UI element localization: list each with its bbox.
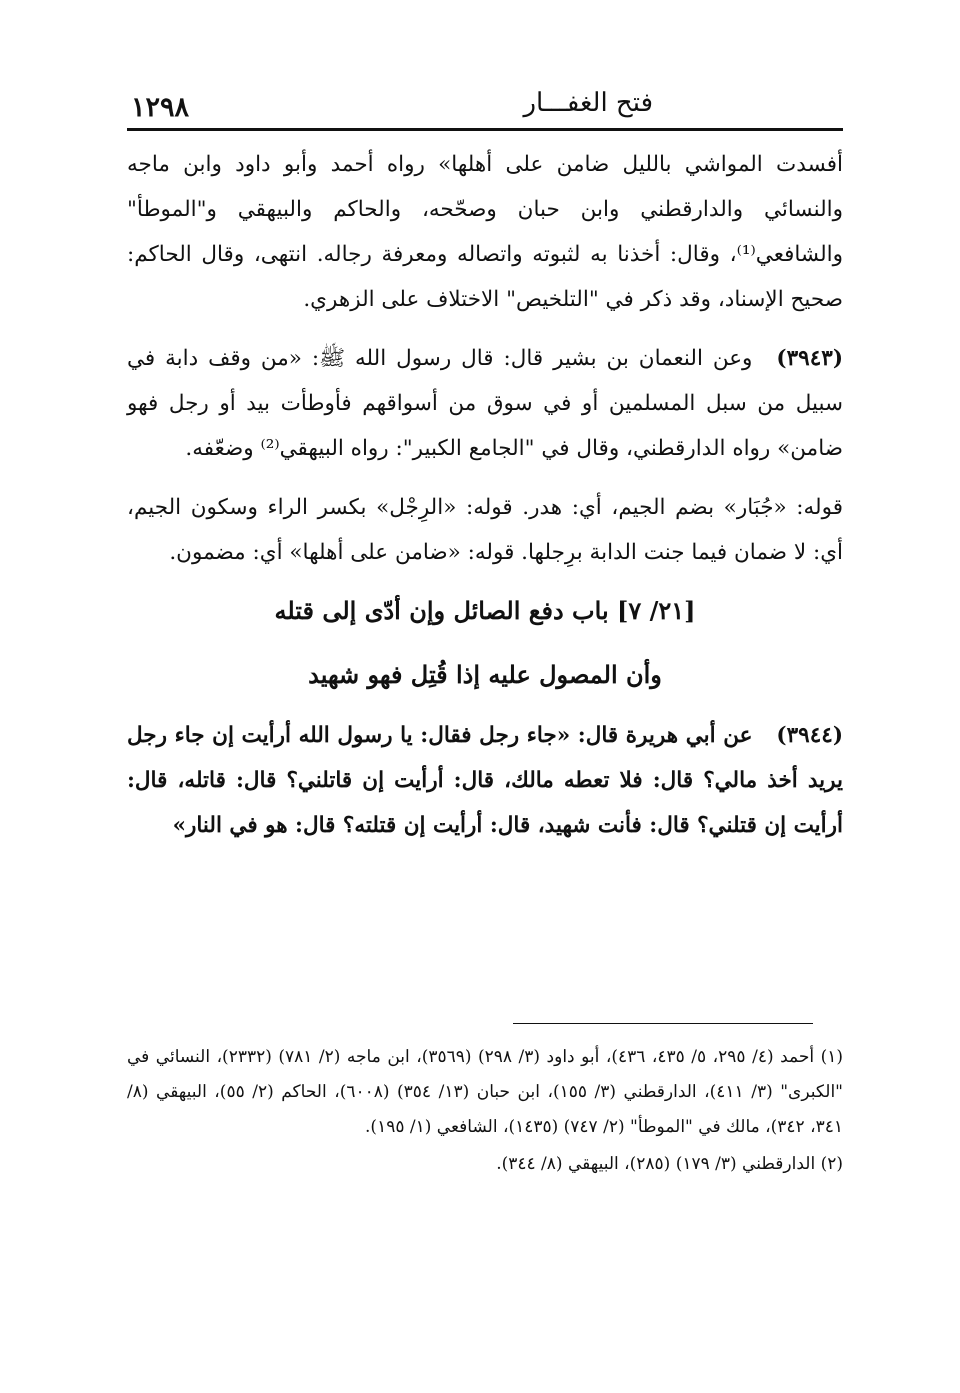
hadith-text: عن أبي هريرة قال: «جاء رجل فقال: يا رسول الله أرأيت إن جاء رجل يريد أخذ مالي؟ قال: فلا تعطه مالك، قال: أرأيت إن قاتلني؟ قال: قاتله، قال: أرأيت إن قتلني؟ قال: فأنت شهيد، قال: أرأيت إن قتلته؟ قال: هو في النار» xyxy=(127,723,843,838)
hadith-3943 xyxy=(127,336,843,471)
footnote-2: (٢) الدارقطني (٣/ ١٧٩) (٢٨٥)، البيهقي (٨/ ٣٤٤). xyxy=(496,1154,843,1174)
footnote-1: (١) أحمد (٤/ ٢٩٥، ٥/ ٤٣٥، ٤٣٦)، أبو داود (٣/ ٢٩٨) (٣٥٦٩)، ابن ماجه (٢/ ٧٨١) (٢٣٣٢)، النسائي في "الكبرى" (٣/ ٤١١)، الدارقطني (٣/ ١٥٥)، ابن حبان (١٣/ ٣٥٤) (٦٠٠٨)، الحاكم (٢/ ٥٥)، البيهقي (٨/ ٣٤١، ٣٤٢)، مالك في "الموطأ" (٢/ ٧٤٧) (١٤٣٥)، الشافعي (١/ ١٩٥). xyxy=(127,1047,843,1137)
footnotes xyxy=(127,1040,843,1184)
footnote-separator xyxy=(513,1023,813,1024)
page-number: ١٢٩٨ xyxy=(131,92,190,123)
hadith-number: (٣٩٤٣) xyxy=(776,346,843,371)
page-header xyxy=(127,82,843,131)
paragraph-hadith-continuation: أفسدت المواشي بالليل ضامن على أهلها» رواه أحمد وأبو داود وابن ماجه والنسائي والدارقطني وابن حبان وصحّحه، والحاكم والبيهقي و"الموطأ" والشافعي⁽¹⁾، وقال: أخذنا به لثبوته واتصاله ومعرفة رجاله. انتهى، وقال الحاكم: صحيح الإسناد، وقد ذكر في "التلخيص" الاختلاف على الزهري. xyxy=(127,152,843,312)
hadith-number: (٣٩٤٤) xyxy=(776,723,843,748)
chapter-heading-line-1: [٢١/ ٧] باب دفع الصائل وإن أدّى إلى قتله xyxy=(274,596,696,625)
hadith-text: وعن النعمان بن بشير قال: قال رسول الله ﷺ: «من وقف دابة في سبيل من سبل المسلمين أو في سوق من أسواقهم فأوطأت بيد أو رجل فهو ضامن» رواه الدارقطني، وقال في "الجامع الكبير": رواه البيهقي⁽²⁾ وضعّفه. xyxy=(127,346,843,461)
main-text xyxy=(127,142,843,848)
book-page xyxy=(127,0,843,1393)
chapter-heading xyxy=(127,579,843,707)
running-title: فتح الغفـــار xyxy=(523,88,653,118)
chapter-heading-line-2: وأن المصول عليه إذا قُتِل فهو شهيد xyxy=(308,660,662,689)
hadith-3944 xyxy=(127,713,843,848)
commentary-paragraph: قوله: «جُبَار» بضم الجيم، أي: هدر. قوله: «الرِجْل» بكسر الراء وسكون الجيم، أي: لا ضمان فيما جنت الدابة برِجلها. قوله: «ضامن على أهلها» أي: مضمون. xyxy=(127,495,843,565)
